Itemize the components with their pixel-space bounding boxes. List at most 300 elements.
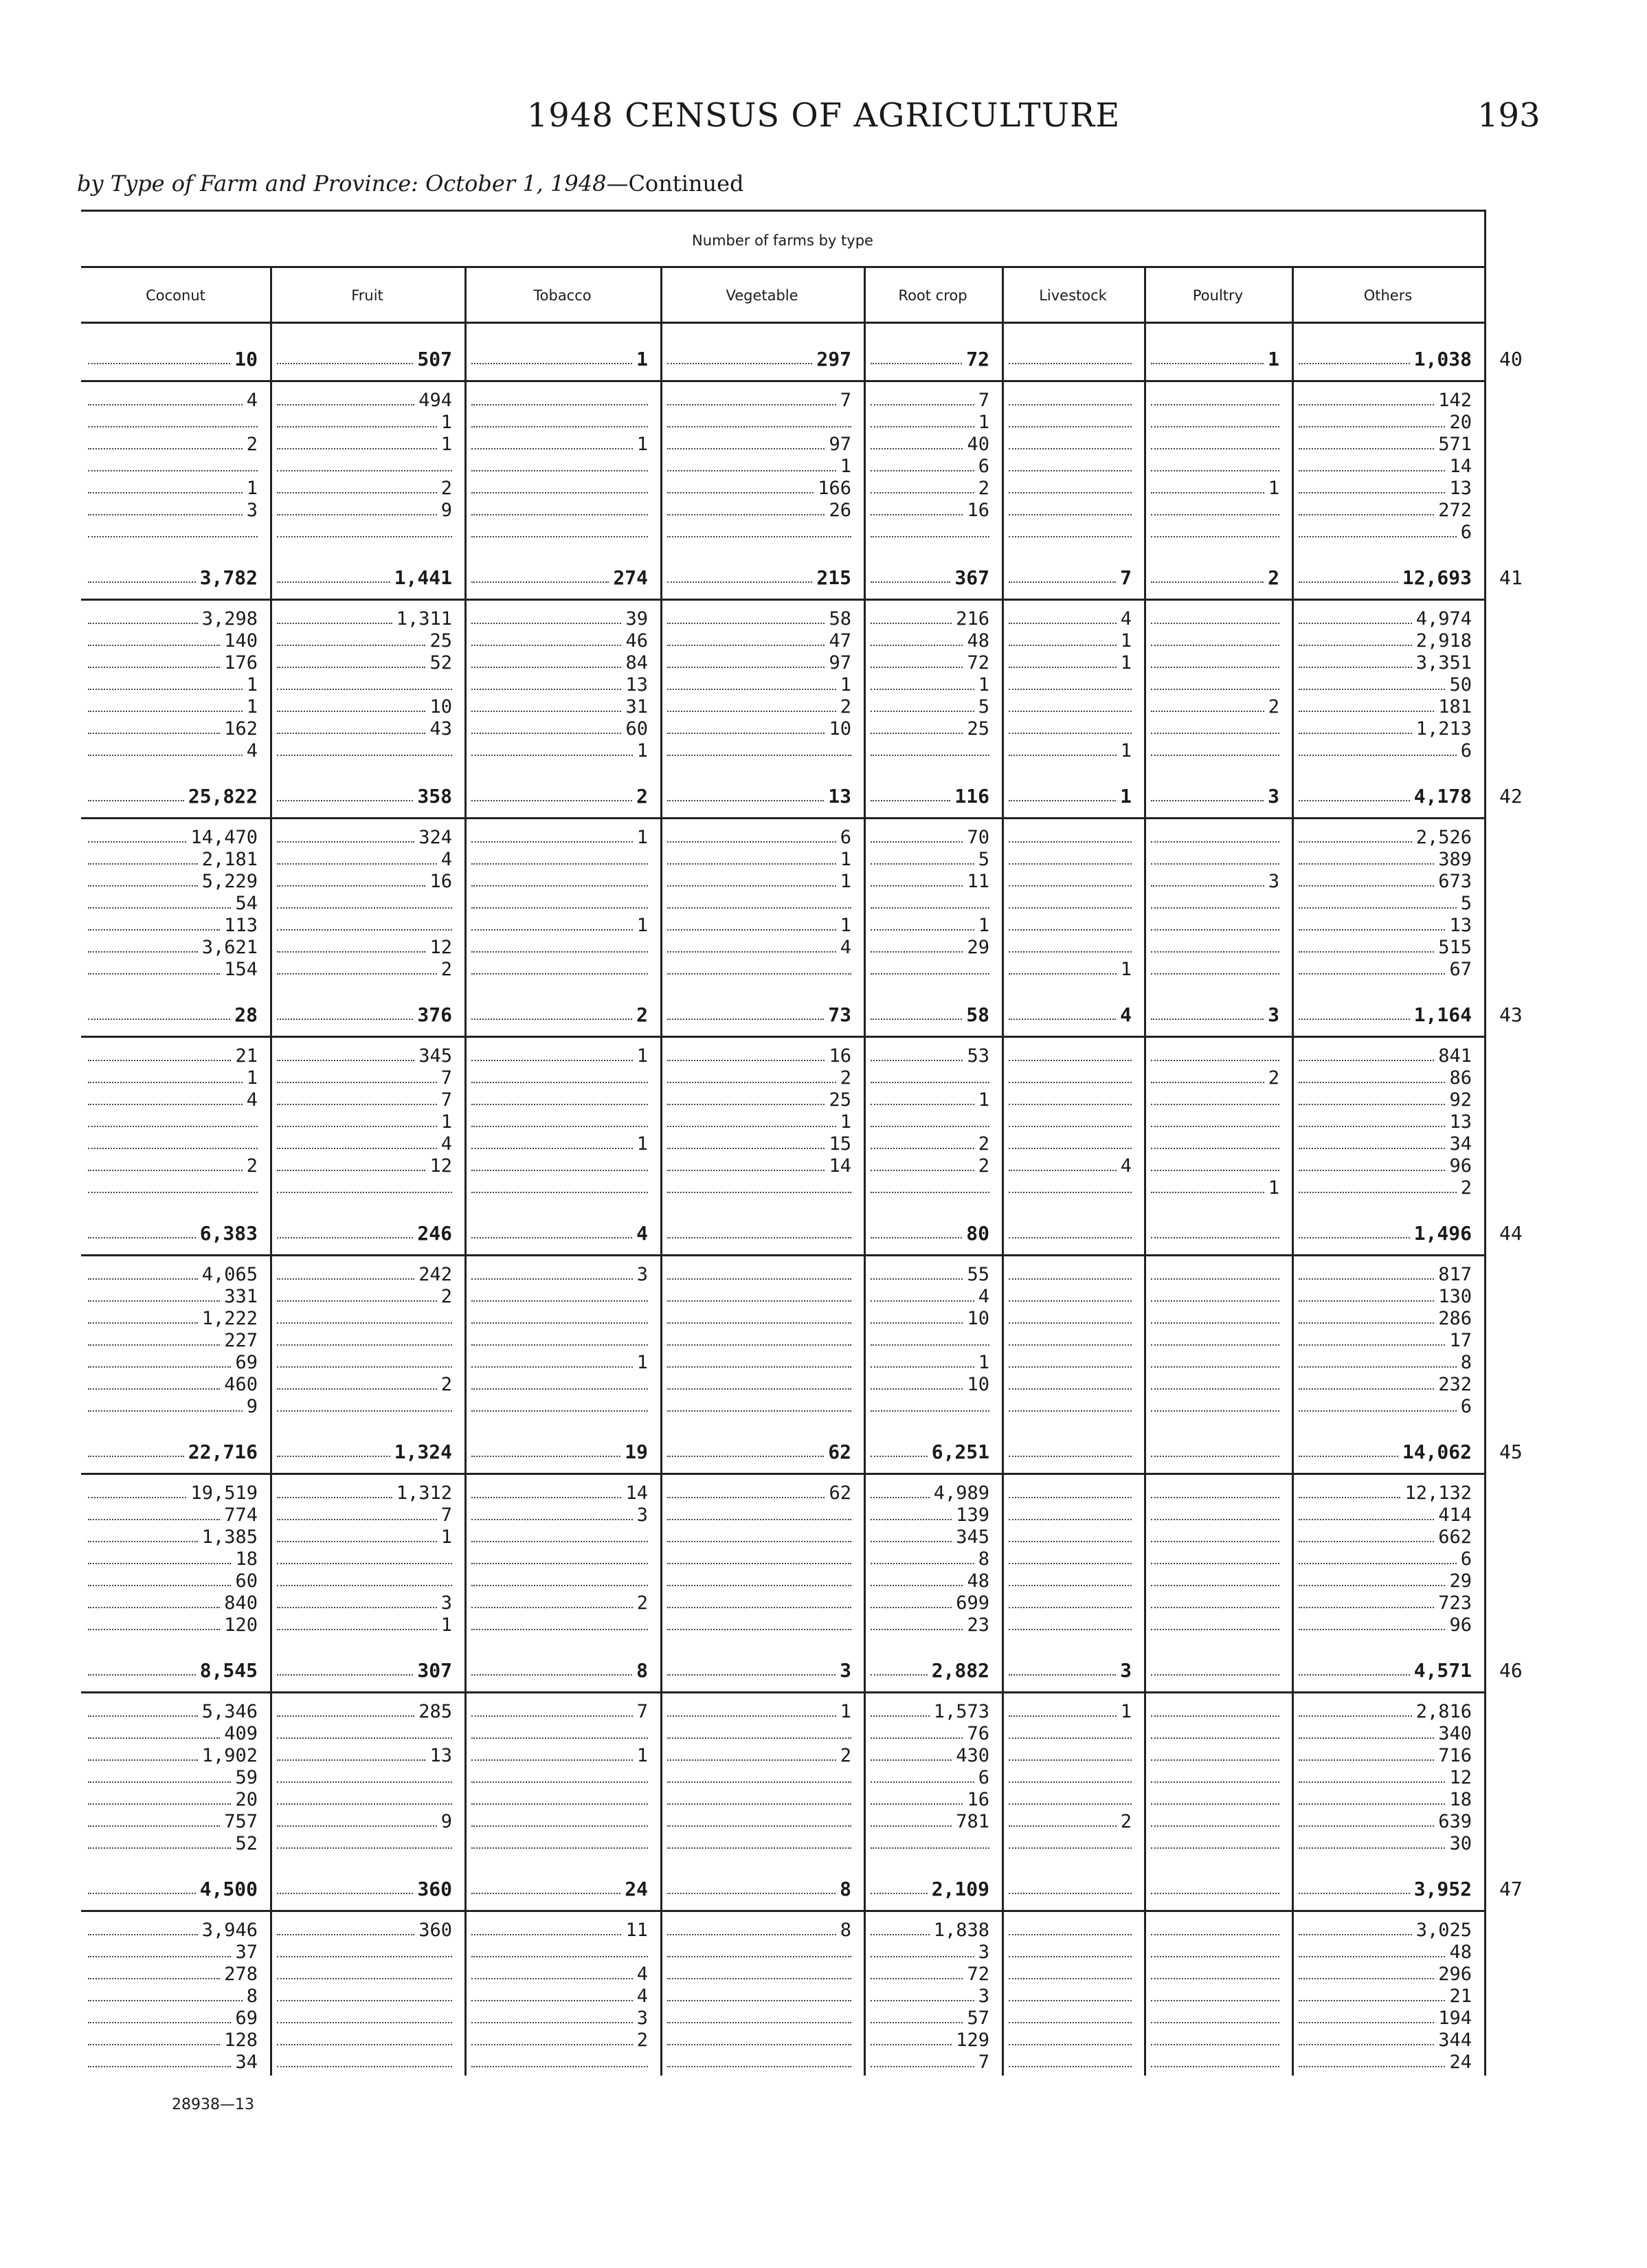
cell-value: 1 xyxy=(636,1045,648,1067)
cell-value: 25,822 xyxy=(188,785,258,808)
cell-value: 2,109 xyxy=(931,1878,989,1900)
total-cell xyxy=(270,1660,464,1681)
table-cell xyxy=(270,849,464,870)
dot-leader xyxy=(871,1170,974,1171)
cell-value: 4,500 xyxy=(199,1878,258,1900)
cell-value: 31 xyxy=(625,696,648,718)
table-cell xyxy=(270,456,464,477)
cell-value: 23 xyxy=(967,1614,989,1636)
table-cell xyxy=(464,1942,660,1963)
dot-leader xyxy=(1151,514,1279,515)
dot-leader xyxy=(1299,1781,1445,1783)
cell-value: 128 xyxy=(224,2030,258,2051)
dot-leader xyxy=(1009,448,1132,449)
dot-leader xyxy=(88,448,243,449)
dot-leader xyxy=(1299,492,1445,493)
dot-leader xyxy=(277,929,452,931)
table-cell xyxy=(660,1571,864,1592)
cell-value: 2 xyxy=(246,434,258,455)
dot-leader xyxy=(277,1082,437,1083)
dot-leader xyxy=(471,536,648,537)
dot-leader xyxy=(871,929,974,931)
rule-horizontal xyxy=(81,266,1484,268)
table-cell xyxy=(1292,1964,1484,1985)
table-cell xyxy=(270,609,464,630)
table-cell xyxy=(270,412,464,433)
dot-leader xyxy=(1299,1978,1434,1979)
table-cell xyxy=(1002,1593,1144,1614)
total-cell xyxy=(270,786,464,807)
dot-leader xyxy=(1151,623,1279,624)
cell-value: 6 xyxy=(840,827,851,848)
table-cell xyxy=(1002,1309,1144,1329)
table-cell xyxy=(81,1331,270,1351)
dot-leader xyxy=(277,1629,437,1630)
cell-value: 58 xyxy=(966,1003,989,1026)
table-cell xyxy=(660,609,864,630)
table-cell xyxy=(1292,959,1484,980)
table-cell xyxy=(1292,1178,1484,1199)
cell-value: 1,038 xyxy=(1413,348,1472,370)
cell-value: 1 xyxy=(840,456,851,477)
cell-value: 29 xyxy=(967,937,989,958)
table-cell xyxy=(1144,1046,1292,1067)
dot-leader xyxy=(1299,1060,1434,1061)
cell-value: 129 xyxy=(956,2030,989,2051)
table-cell xyxy=(1002,1549,1144,1570)
dot-leader xyxy=(1151,1978,1279,1979)
cell-value: 13 xyxy=(429,1745,452,1766)
dot-leader xyxy=(471,514,648,515)
table-cell xyxy=(81,1397,270,1417)
table-cell xyxy=(1002,871,1144,892)
table-cell xyxy=(1292,478,1484,499)
table-cell xyxy=(864,849,1002,870)
table-cell xyxy=(864,1615,1002,1636)
dot-leader xyxy=(871,907,989,909)
table-cell xyxy=(864,478,1002,499)
table-cell xyxy=(1292,915,1484,936)
table-cell xyxy=(1002,1068,1144,1089)
dot-leader xyxy=(667,1388,851,1390)
dot-leader xyxy=(871,1607,952,1608)
dot-leader xyxy=(1009,645,1117,646)
table-cell xyxy=(1002,959,1144,980)
dot-leader xyxy=(1009,885,1132,887)
cell-value: 515 xyxy=(1438,937,1472,958)
table-cell xyxy=(1292,1265,1484,1285)
dot-leader xyxy=(1299,645,1412,646)
dot-leader xyxy=(471,645,621,646)
table-cell xyxy=(464,1527,660,1548)
cell-value: 3,946 xyxy=(201,1920,258,1941)
rule-vertical xyxy=(1484,210,1486,2076)
dot-leader xyxy=(871,1893,928,1894)
cell-value: 48 xyxy=(967,1570,989,1592)
table-cell xyxy=(1002,1834,1144,1854)
table-cell xyxy=(270,2030,464,2051)
table-cell xyxy=(1144,1920,1292,1941)
dot-leader xyxy=(871,2022,963,2023)
dot-leader xyxy=(471,1170,648,1171)
cell-value: 2,816 xyxy=(1415,1701,1472,1722)
table-cell xyxy=(81,1353,270,1373)
dot-leader xyxy=(277,2022,452,2023)
total-cell xyxy=(464,1879,660,1900)
table-cell xyxy=(864,1768,1002,1788)
table-cell xyxy=(81,871,270,892)
cell-value: 80 xyxy=(966,1222,989,1245)
dot-leader xyxy=(1299,733,1412,734)
table-cell xyxy=(1002,609,1144,630)
table-cell xyxy=(1002,1134,1144,1155)
cell-value: 10 xyxy=(967,1374,989,1395)
dot-leader xyxy=(667,426,851,427)
table-cell xyxy=(864,2008,1002,2029)
table-cell xyxy=(864,1964,1002,1985)
table-cell xyxy=(270,1942,464,1963)
dot-leader xyxy=(1299,470,1445,471)
dot-leader xyxy=(88,1148,258,1149)
table-cell xyxy=(270,1702,464,1722)
dot-leader xyxy=(667,623,825,624)
dot-leader xyxy=(88,1322,198,1324)
dot-leader xyxy=(471,448,633,449)
table-cell xyxy=(464,827,660,848)
cell-value: 1 xyxy=(440,412,452,433)
dot-leader xyxy=(1299,1629,1445,1630)
dot-leader xyxy=(471,1497,621,1498)
dot-leader xyxy=(871,1585,963,1586)
dot-leader xyxy=(471,470,648,471)
cell-value: 297 xyxy=(816,348,851,370)
dot-leader xyxy=(871,1019,962,1020)
dot-leader xyxy=(277,951,425,953)
table-cell xyxy=(270,893,464,914)
table-cell xyxy=(464,1331,660,1351)
cell-value: 1 xyxy=(840,674,851,696)
table-cell xyxy=(1144,1068,1292,1089)
dot-leader xyxy=(471,404,648,405)
dot-leader xyxy=(1009,1956,1132,1957)
table-cell xyxy=(1002,741,1144,761)
cell-value: 40 xyxy=(967,434,989,455)
table-cell xyxy=(1002,849,1144,870)
dot-leader xyxy=(1299,1759,1434,1761)
total-cell xyxy=(660,1005,864,1025)
dot-leader xyxy=(1151,1322,1279,1324)
table-cell xyxy=(81,827,270,848)
table-cell xyxy=(1144,959,1292,980)
dot-leader xyxy=(88,1585,231,1586)
dot-leader xyxy=(471,711,621,712)
dot-leader xyxy=(1009,755,1117,756)
cell-value: 69 xyxy=(235,1352,258,1373)
dot-leader xyxy=(471,951,648,953)
table-cell xyxy=(464,719,660,740)
total-cell xyxy=(660,1879,864,1900)
cell-value: 113 xyxy=(224,915,258,936)
dot-leader xyxy=(1009,1847,1132,1849)
dot-leader xyxy=(1009,907,1132,909)
dot-leader xyxy=(667,1192,851,1193)
cell-value: 166 xyxy=(818,478,851,499)
dot-leader xyxy=(1299,536,1457,537)
table-cell xyxy=(81,697,270,718)
dot-leader xyxy=(88,2022,231,2023)
dot-leader xyxy=(1009,514,1132,515)
cell-value: 24 xyxy=(1449,2052,1472,2073)
dot-leader xyxy=(277,755,452,756)
dot-leader xyxy=(1151,2000,1279,2001)
table-cell xyxy=(660,1549,864,1570)
dot-leader xyxy=(277,1715,414,1717)
dot-leader xyxy=(1151,907,1279,909)
table-cell xyxy=(464,1397,660,1417)
dot-leader xyxy=(277,800,413,801)
cell-value: 181 xyxy=(1438,696,1472,718)
table-cell xyxy=(270,1615,464,1636)
dot-leader xyxy=(88,711,243,712)
cell-value: 29 xyxy=(1449,1570,1472,1592)
dot-leader xyxy=(871,1237,962,1238)
table-cell xyxy=(660,1942,864,1963)
dot-leader xyxy=(1299,841,1412,843)
dot-leader xyxy=(88,1674,196,1676)
dot-leader xyxy=(88,1170,243,1171)
cell-value: 116 xyxy=(954,785,989,808)
dot-leader xyxy=(1009,1366,1132,1368)
cell-value: 460 xyxy=(224,1374,258,1395)
dot-leader xyxy=(88,755,243,756)
table-cell xyxy=(81,434,270,455)
dot-leader xyxy=(277,1237,413,1238)
cell-value: 26 xyxy=(829,500,851,521)
dot-leader xyxy=(88,1192,258,1193)
dot-leader xyxy=(667,973,851,975)
cell-value: 73 xyxy=(828,1003,851,1026)
dot-leader xyxy=(1151,733,1279,734)
table-cell xyxy=(1144,1353,1292,1373)
total-cell xyxy=(270,568,464,588)
table-cell xyxy=(1292,1812,1484,1832)
table-cell xyxy=(270,1986,464,2007)
total-cell xyxy=(81,568,270,588)
dot-leader xyxy=(471,1737,648,1739)
table-cell xyxy=(1292,1920,1484,1941)
dot-leader xyxy=(471,1607,633,1608)
cell-value: 7 xyxy=(440,1504,452,1526)
table-cell xyxy=(660,1112,864,1133)
cell-value: 3,782 xyxy=(199,566,258,589)
cell-value: 62 xyxy=(829,1482,851,1504)
dot-leader xyxy=(871,800,950,801)
cell-value: 14 xyxy=(1449,456,1472,477)
table-cell xyxy=(660,2030,864,2051)
dot-leader xyxy=(667,885,836,887)
dot-leader xyxy=(1299,1344,1445,1346)
dot-leader xyxy=(667,1278,851,1280)
cell-value: 52 xyxy=(235,1833,258,1854)
dot-leader xyxy=(88,1519,220,1520)
table-cell xyxy=(864,959,1002,980)
cell-value: 162 xyxy=(224,718,258,740)
cell-value: 1,312 xyxy=(396,1482,452,1504)
dot-leader xyxy=(471,1803,648,1805)
cell-value: 278 xyxy=(224,1964,258,1985)
dot-leader xyxy=(88,1934,198,1935)
dot-leader xyxy=(1151,2044,1279,2045)
table-cell xyxy=(464,1309,660,1329)
table-cell xyxy=(1144,2052,1292,2073)
cell-value: 1 xyxy=(636,915,648,936)
dot-leader xyxy=(667,2066,851,2067)
dot-leader xyxy=(871,2000,974,2001)
dot-leader xyxy=(1151,581,1264,583)
dot-leader xyxy=(667,1934,836,1935)
dot-leader xyxy=(471,907,648,909)
table-cell xyxy=(270,1724,464,1744)
table-cell xyxy=(81,1265,270,1285)
dot-leader xyxy=(667,1170,825,1171)
dot-leader xyxy=(1009,1126,1132,1127)
table-cell xyxy=(660,741,864,761)
dot-leader xyxy=(277,667,425,668)
cell-value: 1,573 xyxy=(933,1701,989,1722)
dot-leader xyxy=(277,2066,452,2067)
table-cell xyxy=(1002,1615,1144,1636)
dot-leader xyxy=(1009,841,1132,843)
table-cell xyxy=(864,2030,1002,2051)
dot-leader xyxy=(1299,1674,1410,1676)
cell-value: 76 xyxy=(967,1723,989,1744)
table-cell xyxy=(464,412,660,433)
cell-value: 16 xyxy=(967,1789,989,1810)
cell-value: 1 xyxy=(246,674,258,696)
table-cell xyxy=(270,937,464,958)
dot-leader xyxy=(667,1781,851,1783)
table-cell xyxy=(464,1724,660,1744)
cell-value: 6,251 xyxy=(931,1441,989,1463)
dot-leader xyxy=(471,1456,620,1457)
cell-value: 5,229 xyxy=(201,871,258,892)
dot-leader xyxy=(277,1781,452,1783)
table-cell xyxy=(81,1834,270,1854)
table-cell xyxy=(81,1046,270,1067)
dot-leader xyxy=(88,623,198,624)
dot-leader xyxy=(871,1278,963,1280)
cell-value: 1 xyxy=(840,871,851,892)
cell-value: 57 xyxy=(967,2008,989,2029)
dot-leader xyxy=(1009,1410,1132,1412)
total-cell xyxy=(864,1223,1002,1244)
cell-value: 3 xyxy=(1268,871,1279,892)
table-cell xyxy=(864,937,1002,958)
print-code: 28938—13 xyxy=(172,2096,254,2113)
column-header: Root crop xyxy=(898,287,967,304)
cell-value: 13 xyxy=(625,674,648,696)
table-cell xyxy=(660,1527,864,1548)
dot-leader xyxy=(667,1956,851,1957)
table-cell xyxy=(1292,937,1484,958)
table-cell xyxy=(270,1920,464,1941)
table-cell xyxy=(270,2052,464,2073)
row-number: 44 xyxy=(1499,1222,1523,1245)
dot-leader xyxy=(1299,1456,1398,1457)
dot-leader xyxy=(277,1847,452,1849)
total-cell xyxy=(464,1442,660,1463)
table-cell xyxy=(1144,1134,1292,1155)
dot-leader xyxy=(277,1170,425,1171)
table-cell xyxy=(864,412,1002,433)
cell-value: 58 xyxy=(829,608,851,630)
dot-leader xyxy=(1009,1607,1132,1608)
cell-value: 1 xyxy=(636,348,648,370)
dot-leader xyxy=(667,1237,851,1238)
dot-leader xyxy=(1009,426,1132,427)
table-cell xyxy=(270,1549,464,1570)
table-cell xyxy=(1144,1287,1292,1307)
dot-leader xyxy=(871,1104,974,1105)
cell-value: 8 xyxy=(840,1878,851,1900)
dot-leader xyxy=(1009,1104,1132,1105)
table-cell xyxy=(660,1309,864,1329)
table-cell xyxy=(1002,1790,1144,1810)
table-cell xyxy=(464,849,660,870)
dot-leader xyxy=(88,1410,243,1412)
table-cell xyxy=(464,478,660,499)
cell-value: 2,882 xyxy=(931,1659,989,1682)
cell-value: 3 xyxy=(840,1659,851,1682)
dot-leader xyxy=(667,1410,851,1412)
dot-leader xyxy=(1151,448,1279,449)
cell-value: 232 xyxy=(1438,1374,1472,1395)
row-number: 47 xyxy=(1499,1878,1523,1900)
cell-value: 1 xyxy=(978,1089,989,1111)
dot-leader xyxy=(1151,1715,1279,1717)
cell-value: 12,132 xyxy=(1404,1482,1472,1504)
cell-value: 6 xyxy=(1460,522,1472,543)
dot-leader xyxy=(88,492,243,493)
cell-value: 52 xyxy=(429,652,452,674)
table-cell xyxy=(1144,1986,1292,2007)
cell-value: 817 xyxy=(1438,1264,1472,1285)
dot-leader xyxy=(667,1126,836,1127)
dot-leader xyxy=(1299,863,1434,865)
table-cell xyxy=(660,915,864,936)
cell-value: 227 xyxy=(224,1330,258,1351)
dot-leader xyxy=(1151,1300,1279,1302)
table-cell xyxy=(864,434,1002,455)
table-cell xyxy=(660,412,864,433)
dot-leader xyxy=(471,1893,620,1894)
dot-leader xyxy=(1009,1759,1132,1761)
cell-value: 7 xyxy=(978,390,989,411)
dot-leader xyxy=(871,426,974,427)
cell-value: 11 xyxy=(967,871,989,892)
table-cell xyxy=(660,697,864,718)
dot-leader xyxy=(871,1519,952,1520)
dot-leader xyxy=(277,1344,452,1346)
cell-value: 3 xyxy=(978,1986,989,2007)
table-cell xyxy=(660,478,864,499)
cell-value: 1 xyxy=(1120,740,1132,761)
cell-value: 1 xyxy=(636,434,648,455)
dot-leader xyxy=(277,1978,452,1979)
cell-value: 50 xyxy=(1449,674,1472,696)
dot-leader xyxy=(1009,404,1132,405)
cell-value: 2 xyxy=(978,478,989,499)
